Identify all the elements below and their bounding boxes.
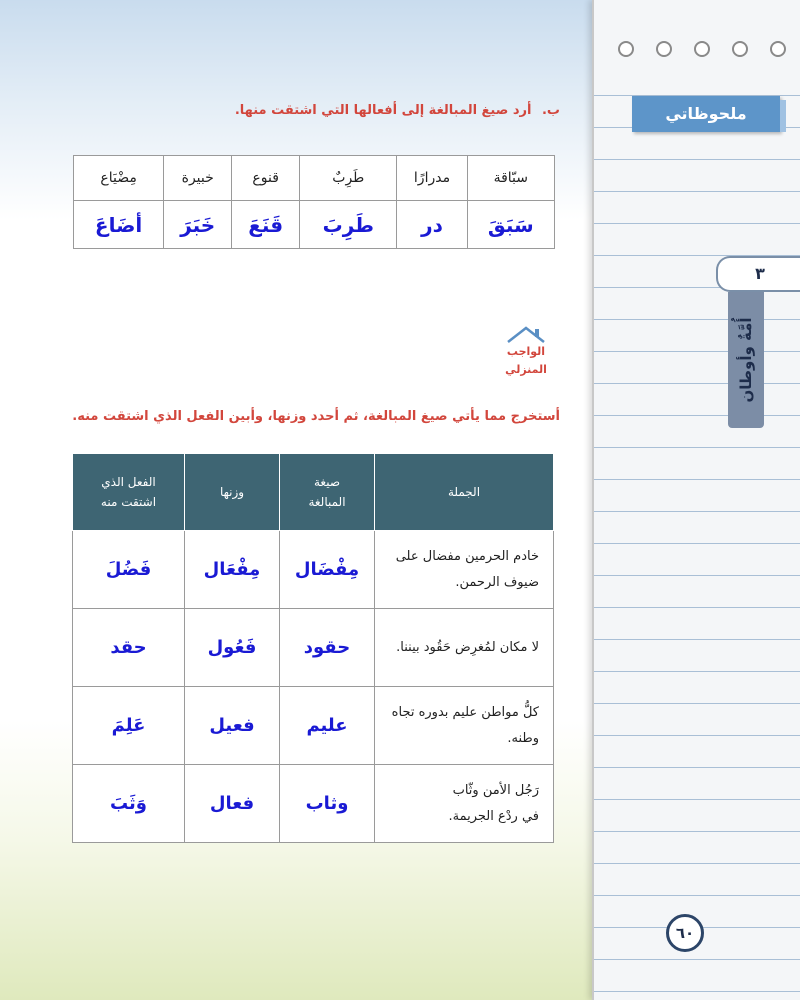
answer-cell: در (397, 201, 467, 249)
exercise-2-instruction: أستخرج مما يأتي صيغ المبالغة، ثم أحدد وزنها، وأبين الفعل الذي اشتقت منه. (72, 409, 560, 424)
sentence-line1: رَجُل الأمن وثّاب (452, 782, 539, 798)
verb-cell: وَثَبَ (73, 765, 185, 843)
sentence-cell (375, 531, 554, 609)
header-form-line1: صيغة (313, 475, 341, 489)
binder-hole-icon (732, 41, 748, 57)
binder-hole-icon (694, 41, 710, 57)
homework-line2: المنزلي (505, 363, 547, 376)
form-cell: وثاب (280, 765, 375, 843)
words-row (74, 156, 555, 201)
verb-cell: فَضُلَ (73, 531, 185, 609)
sentence-line2: وطنه. (507, 730, 539, 746)
word-cell: قنوع (232, 156, 300, 201)
answer-cell: طَرِبَ (300, 201, 397, 249)
header-pattern (185, 454, 280, 531)
sentence-cell (375, 609, 554, 687)
sentence-cell (375, 765, 554, 843)
answer-cell: سَبَقَ (467, 201, 554, 249)
binder-hole-icon (656, 41, 672, 57)
table-row (73, 765, 554, 843)
table-row (73, 531, 554, 609)
answers-row (74, 201, 555, 249)
pattern-cell: فعال (185, 765, 280, 843)
header-pattern-label: وزنها (219, 485, 245, 499)
table-row (73, 687, 554, 765)
answer-cell: أضَاعَ (74, 201, 164, 249)
binder-hole-icon (770, 41, 786, 57)
word-cell: سبّاقة (467, 156, 554, 201)
pattern-cell: فَعُول (185, 609, 280, 687)
header-verb (73, 454, 185, 531)
verb-cell: حقد (73, 609, 185, 687)
form-cell: عليم (280, 687, 375, 765)
sentence-line1: كلُّ مواطن عليم بدوره تجاه (391, 704, 539, 720)
word-cell: خبيرة (164, 156, 232, 201)
chapter-title-tab (728, 292, 764, 428)
header-verb-line2: اشتقت منه (100, 495, 157, 509)
word-cell: مِضْيَاع (74, 156, 164, 201)
homework-badge (496, 325, 556, 385)
header-sentence-label: الجملة (447, 485, 481, 499)
header-form (280, 454, 375, 531)
exercise-b-text: أرد صيغ المبالغة إلى أفعالها التي اشتقت منها. (234, 103, 532, 118)
form-cell: حقود (280, 609, 375, 687)
exercise-b-label: ب. (541, 103, 560, 118)
pattern-cell: فعيل (185, 687, 280, 765)
answer-cell: خَبَرَ (164, 201, 232, 249)
verb-cell: عَلِمَ (73, 687, 185, 765)
pattern-cell: مِفْعَال (185, 531, 280, 609)
header-verb-line1: الفعل الذي (101, 475, 156, 489)
notes-title: ملحوظاتي (632, 96, 780, 132)
header-sentence (375, 454, 554, 531)
sentence-line1: لا مكان لمُغرِض حَقُود بيننا. (396, 639, 539, 655)
sentence-line2: في ردْع الجريمة. (448, 808, 539, 824)
exercise-b-instruction (235, 103, 560, 118)
table-row (73, 609, 554, 687)
form-cell: مِفْضَال (280, 531, 375, 609)
word-cell: طَرِبٌ (300, 156, 397, 201)
house-icon (504, 325, 548, 343)
binder-hole-icon (618, 41, 634, 57)
page-number: ٦٠ (666, 914, 704, 952)
chapter-number-tab: ٣ (716, 256, 800, 292)
sentence-cell (375, 687, 554, 765)
homework-line1: الواجب (506, 345, 546, 358)
header-row (73, 454, 554, 531)
notes-sidebar (592, 0, 800, 1000)
exaggeration-table (72, 453, 554, 843)
verbs-table (73, 155, 555, 249)
sentence-line1: خادم الحرمين مفضال على (395, 548, 539, 564)
header-form-line2: المبالغة (308, 495, 346, 509)
sentence-line2: ضيوف الرحمن. (455, 574, 539, 590)
word-cell: مدرارًا (397, 156, 467, 201)
chapter-title: أُمَّةٌ وأوطان (737, 317, 755, 403)
answer-cell: قَنَعَ (232, 201, 300, 249)
